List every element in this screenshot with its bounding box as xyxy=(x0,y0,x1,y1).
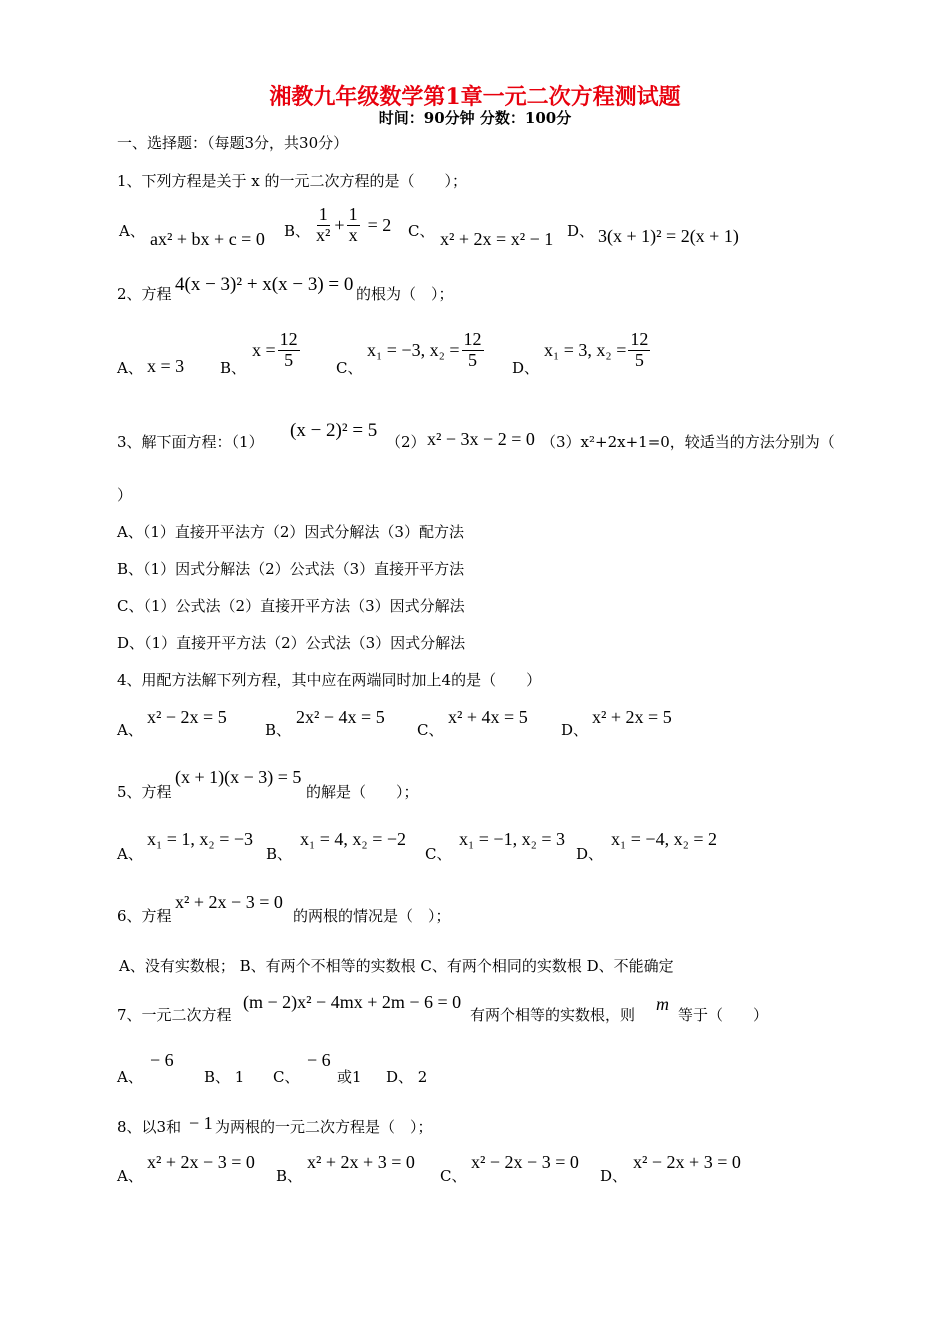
q4-c-label: C、 xyxy=(417,721,444,739)
q7-option-b: B、 1 xyxy=(204,1068,245,1086)
q6-prefix: 6、方程 xyxy=(117,907,172,925)
q2-d-num: 12 xyxy=(630,329,649,349)
q3-mid2: （3）x²+2x+1=0，较适当的方法分别为（ xyxy=(541,433,835,451)
page-title: 湘教九年级数学第1章一元二次方程测试题 xyxy=(269,84,681,110)
q1-b-math xyxy=(312,205,391,246)
q2-d-lhs: x₁ = 3, x₂ = xyxy=(544,339,627,360)
q4-stem: 4、用配方法解下列方程，其中应在两端同时加上4的是（ ） xyxy=(117,671,542,689)
q1-c-math: x² + 2x = x² − 1 xyxy=(440,229,554,249)
q3-option-c: C、（1）公式法（2）直接开平方法（3）因式分解法 xyxy=(117,597,465,615)
q6-equation: x² + 2x − 3 = 0 xyxy=(175,892,283,912)
q3-close: ） xyxy=(117,486,133,504)
q4-d-math: x² + 2x = 5 xyxy=(592,707,672,727)
q7-equation: (m − 2)x² − 4mx + 2m − 6 = 0 xyxy=(243,992,462,1012)
q8-a-label: A、 xyxy=(117,1167,143,1185)
q3-eq2: x² − 3x − 2 = 0 xyxy=(427,429,535,449)
q8-b-label: B、 xyxy=(276,1167,303,1185)
q8-prefix: 8、以3和 xyxy=(117,1118,182,1136)
q5-c-math: x₁ = −1, x₂ = 3 xyxy=(459,829,566,849)
q5-prefix: 5、方程 xyxy=(117,783,172,801)
q1-b-den2: x xyxy=(348,224,358,245)
q7-c-math: − 6 xyxy=(307,1050,331,1070)
q5-c-label: C、 xyxy=(425,845,452,863)
q8-suffix: 为两根的一元二次方程是（ ）； xyxy=(215,1118,433,1136)
q8-negative-one: − 1 xyxy=(189,1113,213,1133)
q8-a-math: x² + 2x − 3 = 0 xyxy=(147,1152,255,1172)
q2-d-label: D、 xyxy=(512,359,540,377)
q2-c-den: 5 xyxy=(468,349,478,370)
q2-prefix: 2、方程 xyxy=(117,285,172,303)
q5-b-math: x₁ = 4, x₂ = −2 xyxy=(300,829,407,849)
q2-a-label: A、 xyxy=(117,359,143,377)
q5-a-label: A、 xyxy=(117,845,143,863)
q8-c-math: x² − 2x − 3 = 0 xyxy=(471,1152,579,1172)
q1-b-num2: 1 xyxy=(348,204,358,224)
q3-option-a: A、（1）直接开平法方（2）因式分解法（3）配方法 xyxy=(117,523,464,541)
q2-c-math xyxy=(367,330,486,371)
q3-prefix: 3、解下面方程：（1） xyxy=(117,433,264,451)
q1-b-plus: + xyxy=(334,214,345,235)
q7-variable: m xyxy=(656,994,669,1014)
q8-d-label: D、 xyxy=(600,1167,628,1185)
q2-equation: 4(x − 3)² + x(x − 3) = 0 xyxy=(175,274,354,295)
q1-stem: 1、下列方程是关于 x 的一元二次方程的是（ ）； xyxy=(117,172,468,190)
q2-b-den: 5 xyxy=(284,349,294,370)
q7-a-label: A、 xyxy=(117,1068,143,1086)
section-heading: 一、选择题：（每题3分，共30分） xyxy=(117,134,349,152)
q4-a-label: A、 xyxy=(117,721,143,739)
q3-eq1: (x − 2)² = 5 xyxy=(290,420,378,441)
q3-option-d: D、（1）直接开平方法（2）公式法（3）因式分解法 xyxy=(117,634,466,652)
q5-b-label: B、 xyxy=(266,845,293,863)
q1-d-label: D、 xyxy=(567,222,595,240)
q3-mid1: （2） xyxy=(386,433,426,451)
q4-a-math: x² − 2x = 5 xyxy=(147,707,227,727)
q1-b-den1: x² xyxy=(316,224,331,245)
q2-b-lhs: x = xyxy=(252,339,276,360)
q1-b-label: B、 xyxy=(284,222,311,240)
q1-c-label: C、 xyxy=(408,222,435,240)
q7-mid: 有两个相等的实数根，则 xyxy=(470,1006,636,1024)
q8-b-math: x² + 2x + 3 = 0 xyxy=(307,1152,415,1172)
q7-c-label: C、 xyxy=(273,1068,300,1086)
q2-c-lhs: x₁ = −3, x₂ = xyxy=(367,339,460,360)
q1-a-math: ax² + bx + c = 0 xyxy=(150,229,265,249)
q2-a-math: x = 3 xyxy=(147,356,185,376)
q7-suffix: 等于（ ） xyxy=(678,1006,769,1024)
q6-options: A、没有实数根； B、有两个不相等的实数根 C、有两个相同的实数根 D、不能确定 xyxy=(119,957,674,975)
q4-c-math: x² + 4x = 5 xyxy=(448,707,528,727)
q1-b-num1: 1 xyxy=(318,204,328,224)
q2-c-num: 12 xyxy=(463,329,482,349)
q7-prefix: 7、一元二次方程 xyxy=(117,1006,232,1024)
q1-b-rhs: = 2 xyxy=(367,214,392,235)
q2-suffix: 的根为（ ）； xyxy=(356,285,454,303)
q2-b-num: 12 xyxy=(279,329,298,349)
q5-equation: (x + 1)(x − 3) = 5 xyxy=(175,767,302,787)
q2-b-label: B、 xyxy=(220,359,247,377)
q7-c-suffix: 或1 xyxy=(337,1068,362,1086)
page-subtitle: 时间：90分钟 分数：100分 xyxy=(378,109,572,127)
q1-d-math: 3(x + 1)² = 2(x + 1) xyxy=(598,226,739,246)
q2-c-label: C、 xyxy=(336,359,363,377)
q7-option-d: D、 2 xyxy=(386,1068,428,1086)
q4-d-label: D、 xyxy=(561,721,589,739)
q3-option-b: B、（1）因式分解法（2）公式法（3）直接开平方法 xyxy=(117,560,465,578)
q2-d-math xyxy=(544,330,652,371)
q5-d-label: D、 xyxy=(576,845,604,863)
q5-suffix: 的解是（ ）； xyxy=(306,783,419,801)
q8-c-label: C、 xyxy=(440,1167,467,1185)
q5-a-math: x₁ = 1, x₂ = −3 xyxy=(147,829,254,849)
q2-b-math xyxy=(252,330,302,371)
q8-d-math: x² − 2x + 3 = 0 xyxy=(633,1152,741,1172)
q7-a-math: − 6 xyxy=(150,1050,174,1070)
q4-b-label: B、 xyxy=(265,721,292,739)
q1-a-label: A、 xyxy=(119,222,145,240)
q4-b-math: 2x² − 4x = 5 xyxy=(296,707,385,727)
q6-suffix: 的两根的情况是（ ）； xyxy=(293,907,451,925)
q5-d-math: x₁ = −4, x₂ = 2 xyxy=(611,829,718,849)
q2-d-den: 5 xyxy=(634,349,644,370)
